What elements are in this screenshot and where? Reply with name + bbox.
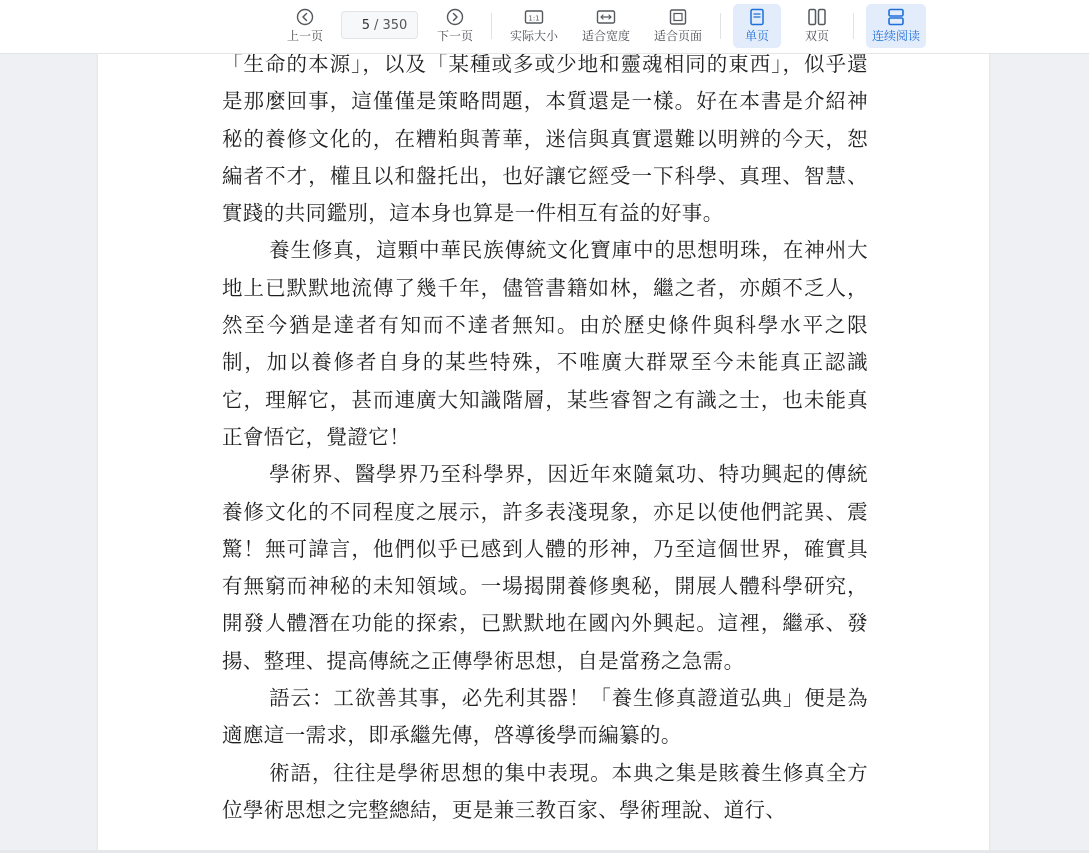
chevron-left-circle-icon [296,8,314,26]
actual-size-button[interactable] [504,4,564,48]
double-page-icon [807,8,827,26]
single-page-label: 单页 [744,29,769,43]
next-page-label: 下一页 [436,29,473,43]
continuous-reading-button[interactable] [866,4,926,48]
single-page-icon [748,8,766,26]
chevron-right-circle-icon [446,8,464,26]
document-page [98,54,989,853]
page-number-box [341,11,418,39]
page-text [222,54,868,829]
fit-page-icon [668,8,688,26]
toolbar-divider [720,13,721,39]
actual-size-label: 实际大小 [509,29,558,43]
reader-toolbar [0,0,1089,54]
double-page-button[interactable] [793,4,841,48]
double-page-label: 双页 [804,29,829,43]
paragraph: 學術界、醫學界乃至科學界，因近年來隨氣功、特功興起的傳統養修文化的不同程度之展示，許多表淺現象，亦足以使他們詫異、震驚！無可諱言，他們似乎已感到人體的形神，乃至這個世界，確實具有無窮而神秘的未知領域。一場揭開養修奧秘，開展人體科學研究，開發人體潛在功能的探索，已默默地在國內外興起。這裡，繼承、發揚、整理、提高傳統之正傳學術思想，自是當務之急需。 [222,462,868,673]
single-page-button[interactable] [733,4,781,48]
toolbar-divider [853,13,854,39]
next-page-button[interactable] [432,4,478,48]
continuous-reading-label: 连续阅读 [871,29,920,43]
prev-page-label: 上一页 [286,29,323,43]
fit-page-label: 适合页面 [653,29,702,43]
paragraph: 術語，往往是學術思想的集中表現。本典之集是賅養生修真全方位學術思想之完整總結，更是兼三教百家、學術理說、道行、 [222,760,868,822]
paragraph: 「生命的本源」，以及「某種或多或少地和靈魂相同的東西」，似乎還是那麼回事，這僅僅是策略問題，本質還是一樣。好在本書是介紹神秘的養修文化的，在糟粕與菁華，迷信與真實還難以明辨的今天，恕編者不才，權且以和盤托出，也好讓它經受一下科學、真理、智慧、實踐的共同鑑別，這本身也算是一件相互有益的好事。 [222,54,868,226]
fit-width-icon [596,8,616,26]
page-number-input[interactable] [342,18,374,33]
continuous-reading-icon [886,8,906,26]
fit-width-button[interactable] [576,4,636,48]
fit-page-button[interactable] [648,4,708,48]
fit-width-label: 适合宽度 [581,29,630,43]
prev-page-button[interactable] [282,4,328,48]
actual-size-icon [524,8,544,26]
svg-text:1:1: 1:1 [528,14,540,23]
toolbar-divider [491,13,492,39]
paragraph: 養生修真，這顆中華民族傳統文化寶庫中的思想明珠，在神州大地上已默默地流傳了幾千年，儘管書籍如林，繼之者，亦頗不乏人，然至今猶是達者有知而不達者無知。由於歷史條件與科學水平之限制，加以養修者自身的某些特殊，不唯廣大群眾至今未能真正認識它，理解它，甚而連廣大知識階層，某些睿智之有識之士，也未能真正會悟它，覺證它！ [222,238,868,449]
paragraph: 語云：工欲善其事，必先利其器！「養生修真證道弘典」便是為適應這一需求，即承繼先傳，啓導後學而編纂的。 [222,686,868,748]
total-pages: / 350 [374,17,408,33]
